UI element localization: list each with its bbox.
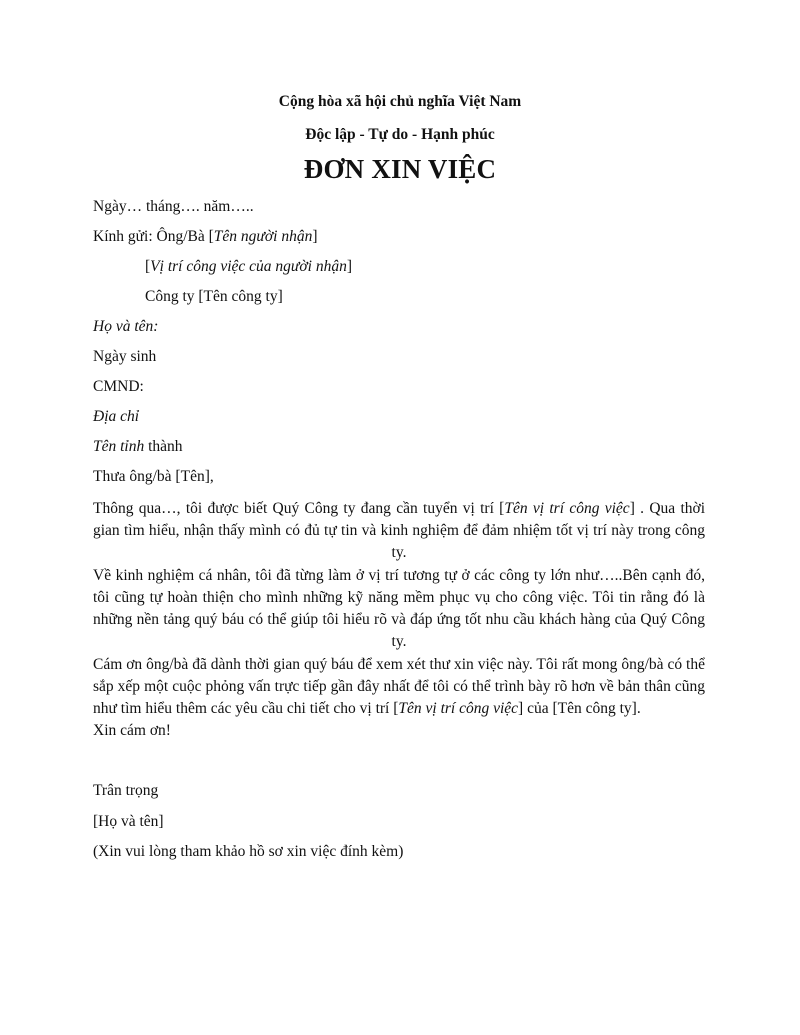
field-province: [93, 438, 183, 456]
document-title: ĐƠN XIN VIỆC: [303, 154, 497, 184]
salutation: Thưa ông/bà [Tên],: [93, 468, 214, 485]
recipient-position-line: [145, 258, 352, 276]
closing-line: Trân trọng: [93, 782, 159, 799]
thanks-line: Xin cám ơn!: [93, 722, 171, 739]
paragraph-1: Thông qua…, tôi được biết Quý Công ty đang cần tuyển vị trí [Tên vị trí công việc] . Qua thời gian tìm hiểu, nhận thấy mình có đủ tự tin và kinh nghiệm để đảm nhiệm tốt vị trí này trong công ty.: [93, 500, 706, 561]
field-birth-date: Ngày sinh: [93, 348, 157, 365]
recipient-company: Công ty [Tên công ty]: [145, 288, 283, 305]
paragraph-3: Cám ơn ông/bà đã dành thời gian quý báu để xem xét thư xin việc này. Tôi rất mong ông/bà có thể sắp xếp một cuộc phỏng vấn trực tiếp gần đây nhất để tôi có thể trình bày rõ hơn về bản thân cũng như tìm hiểu thêm các yêu cầu chi tiết cho vị trí [Tên vị trí công việc] của [Tên công ty].: [93, 656, 705, 717]
national-motto: Độc lập - Tự do - Hạnh phúc: [305, 126, 495, 143]
field-full-name: Họ và tên:: [93, 318, 159, 335]
recipient-position-close: ]: [346, 258, 352, 275]
attachment-note: (Xin vui lòng tham khảo hồ sơ xin việc đính kèm): [93, 843, 404, 860]
date-line: Ngày… tháng…. năm…..: [93, 198, 254, 215]
paragraph-1-placeholder: Tên vị trí công việc: [504, 500, 630, 517]
field-province-italic: Tên tỉnh: [93, 438, 145, 455]
recipient-line: [93, 228, 318, 246]
recipient-position-open: [: [145, 258, 151, 275]
paragraph-2: Về kinh nghiệm cá nhân, tôi đã từng làm ở vị trí tương tự ở các công ty lớn như…..Bên cạnh đó, tôi cũng tự hoàn thiện cho mình những kỹ năng mềm phục vụ cho công việc. Tôi tin rằng đó là những nền tảng quý báu có thể giúp tôi hiểu rõ và đáp ứng tốt nhu cầu khách hàng của Quý Công ty.: [93, 567, 705, 650]
field-address: Địa chỉ: [93, 408, 140, 425]
recipient-position-placeholder: Vị trí công việc của người nhận: [150, 258, 347, 275]
field-province-rest: thành: [144, 438, 183, 455]
recipient-prefix: Kính gửi: Ông/Bà [: [93, 228, 214, 245]
national-title: Cộng hòa xã hội chủ nghĩa Việt Nam: [278, 93, 522, 110]
recipient-suffix: ]: [312, 228, 318, 245]
field-id-card: CMND:: [93, 378, 144, 395]
signature-placeholder: [Họ và tên]: [93, 813, 164, 830]
paragraph-3-placeholder: Tên vị trí công việc: [398, 700, 519, 717]
recipient-name-placeholder: Tên người nhận: [213, 228, 313, 245]
